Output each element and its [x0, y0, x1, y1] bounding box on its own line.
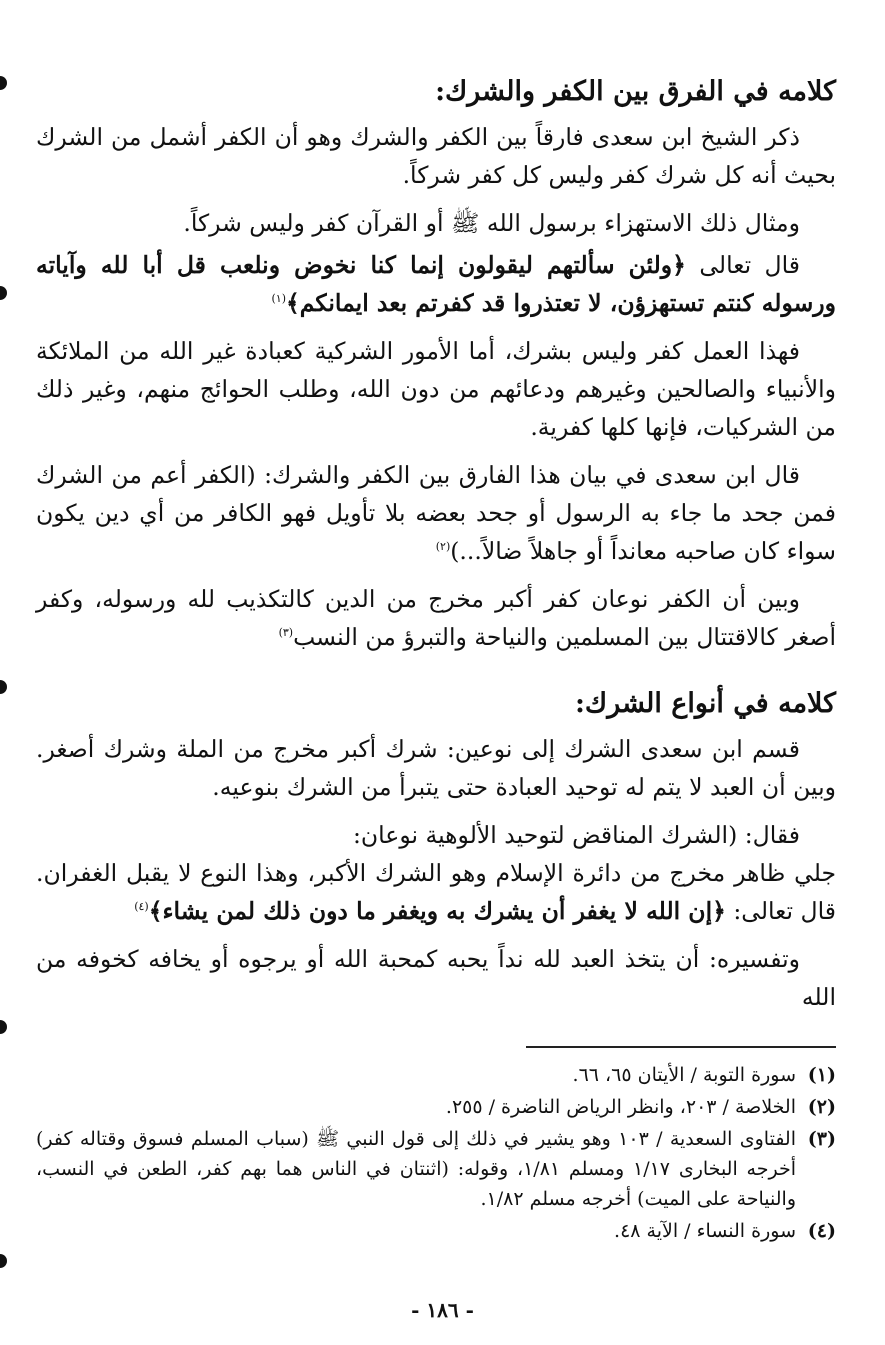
margin-mark [0, 76, 7, 90]
footnote [36, 1092, 836, 1122]
margin-mark [0, 1020, 7, 1034]
footnote-number: (٢) [807, 1096, 836, 1118]
quran-intro: قال تعالى [685, 251, 800, 279]
margin-mark [0, 680, 7, 694]
paragraph: وتفسيره: أن يتخذ العبد لله نداً يحبه كمحبة الله أو يرجوه أو يخافه كخوفه من الله [36, 945, 836, 1011]
footnote [36, 1124, 836, 1214]
margin-mark [0, 286, 7, 300]
paragraph-text: وبين أن الكفر نوعان كفر أكبر مخرج من الدين كالتكذيب لله ورسوله، وكفر أصغر كالاقتتال بين المسلمين والنياحة والتبرؤ من النسب [36, 585, 836, 651]
footnote-text: الخلاصة / ٢٠٣، وانظر الرياض الناضرة / ٢٥٥. [445, 1096, 796, 1118]
footnote [36, 1216, 836, 1246]
quran-paragraph [36, 246, 836, 322]
footnote-number: (١) [807, 1064, 836, 1086]
paragraph: فهذا العمل كفر وليس بشرك، أما الأمور الشركية كعبادة غير الله من الملائكة والأنبياء والصالحين وغيرهم ودعائهم من دون الله، وطلب الحوائج منهم، وغير ذلك من الشركيات، فإنها كلها كفرية. [36, 337, 836, 441]
section-gap [36, 666, 836, 684]
page-body [36, 72, 836, 1026]
quran-verse: ﴿ولئن سألتهم ليقولون إنما كنا نخوض ونلعب قل أبا لله وآياته ورسوله كنتم تستهزؤن، لا تعتذروا قد كفرتم بعد ايمانكم﴾ [36, 251, 836, 317]
paragraph: قسم ابن سعدى الشرك إلى نوعين: شرك أكبر مخرج من الملة وشرك أصغر. وبين أن العبد لا يتم له توحيد العبادة حتى يتبرأ من الشرك بنوعيه. [36, 735, 836, 801]
quran-paragraph [36, 854, 836, 930]
section-heading-types: كلامه في أنواع الشرك: [574, 688, 836, 719]
footnote-number: (٤) [807, 1220, 836, 1242]
footnote-ref: (٢) [435, 540, 451, 554]
footnote-text: سورة التوبة / الأيتان ٦٥، ٦٦. [572, 1064, 796, 1086]
footnote-text: الفتاوى السعدية / ١٠٣ وهو يشير في ذلك إلى قول النبي ﷺ (سباب المسلم فسوق وقتاله كفر) أخرجه البخارى ١/١٧ ومسلم ١/٨١، وقوله: (اثنتان في الناس هما بهم كفر، الطعن في النسب، والنياحة على الميت) أخرجه مسلم ١/٨٢. [36, 1128, 797, 1210]
footnote-text: سورة النساء / الآية ٤٨. [614, 1220, 796, 1242]
footnote-ref: (٤) [134, 900, 149, 914]
paragraph-text: قال ابن سعدى في بيان هذا الفارق بين الكفر والشرك: (الكفر أعم من الشرك فمن جحد ما جاء به الرسول أو جحد بعضه بلا تأويل فهو الكافر من أي دين يكون سواء كان صاحبه معانداً أو جاهلاً ضالاً...) [36, 461, 836, 565]
paragraph: فقال: (الشرك المناقض لتوحيد الألوهية نوعان: [352, 821, 800, 849]
margin-mark [0, 1254, 7, 1268]
footnote-ref: (٣) [278, 626, 294, 640]
paragraph: ومثال ذلك الاستهزاء برسول الله ﷺ أو القرآن كفر وليس شركاً. [183, 209, 800, 237]
footnote-ref: (١) [271, 292, 286, 306]
quote-paragraph [36, 456, 836, 570]
section-heading-difference: كلامه في الفرق بين الكفر والشرك: [435, 76, 836, 107]
paragraph: ذكر الشيخ ابن سعدى فارقاً بين الكفر والشرك وهو أن الكفر أشمل من الشرك بحيث أنه كل شرك كفر وليس كل كفر شركاً. [36, 123, 836, 189]
footnote [36, 1060, 836, 1090]
paragraph [36, 580, 836, 656]
footnote-number: (٣) [807, 1128, 836, 1150]
paragraph-text: جلي ظاهر مخرج من دائرة الإسلام وهو الشرك الأكبر، وهذا النوع لا يقبل الغفران. قال تعالى: [36, 859, 836, 925]
footnotes [36, 1060, 836, 1248]
quran-verse: ﴿إن الله لا يغفر أن يشرك به ويغفر ما دون ذلك لمن يشاء﴾ [148, 897, 726, 925]
footnote-divider [526, 1046, 836, 1048]
page-number: - ١٨٦ - [411, 1298, 474, 1322]
